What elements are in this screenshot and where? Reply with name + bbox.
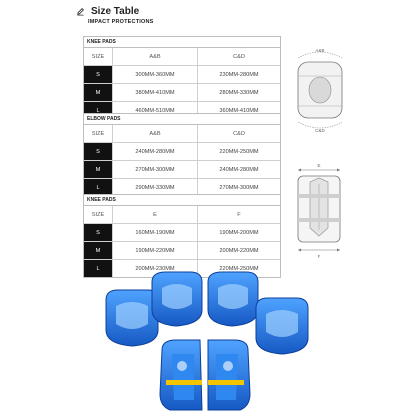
value-cell: 270MM-300MM [219, 184, 259, 191]
size-cell: L [84, 102, 113, 119]
value-cell: 300MM-360MM [113, 66, 198, 83]
page-subtitle: IMPACT PROTECTIONS [88, 19, 154, 25]
size-cell: M [84, 161, 113, 178]
wrist-pads-table [83, 194, 281, 278]
table-header-row [84, 206, 280, 224]
header-cd: C&D [233, 53, 245, 60]
protective-pads-image [96, 268, 316, 413]
table-row [84, 161, 280, 179]
pencil-icon [76, 7, 85, 16]
header-f: F [237, 211, 241, 218]
table-section-title: ELBOW PADS [84, 114, 280, 125]
value-cell: 220MM-250MM [219, 148, 259, 155]
size-cell: L [84, 260, 113, 277]
wrist-guard-left [160, 340, 202, 410]
page-title: Size Table [91, 6, 140, 17]
pad-knee-left [106, 290, 158, 346]
value-cell: 200MM-230MM [113, 260, 198, 277]
value-cell: 270MM-300MM [113, 161, 198, 178]
label-ab: A&B [315, 48, 325, 53]
table-row [84, 66, 280, 84]
value-cell: 190MM-200MM [219, 229, 259, 236]
value-cell: 360MM-410MM [219, 107, 259, 114]
pad-measure-diagram [290, 40, 350, 140]
table-section-title: KNEE PADS [84, 195, 280, 206]
value-cell: 230MM-280MM [219, 71, 259, 78]
header-ab: A&B [113, 125, 198, 142]
table-row [84, 84, 280, 102]
value-cell: 190MM-220MM [113, 242, 198, 259]
wrist-guard-right [208, 340, 250, 410]
label-f: F [317, 254, 321, 259]
value-cell: 240MM-280MM [219, 166, 259, 173]
header-size: SIZE [84, 125, 113, 142]
value-cell: 380MM-410MM [113, 84, 198, 101]
value-cell: 240MM-280MM [113, 143, 198, 160]
label-cd: C&D [315, 128, 325, 133]
value-cell: 220MM-250MM [219, 265, 259, 272]
table-header-row [84, 125, 280, 143]
header-e: E [113, 206, 198, 223]
elbow-pads-table [83, 113, 281, 197]
header-cd: C&D [233, 130, 245, 137]
size-cell: M [84, 84, 113, 101]
size-cell: M [84, 242, 113, 259]
wrist-guard-diagram [286, 158, 352, 262]
header-size: SIZE [84, 48, 113, 65]
knee-pads-table [83, 36, 281, 120]
size-cell: S [84, 66, 113, 83]
table-header-row [84, 48, 280, 66]
value-cell: 200MM-220MM [219, 247, 259, 254]
page-header [76, 6, 154, 25]
value-cell: 290MM-330MM [113, 179, 198, 196]
pad-knee-right [256, 298, 308, 354]
header-size: SIZE [84, 206, 113, 223]
table-row [84, 143, 280, 161]
size-cell: L [84, 179, 113, 196]
value-cell: 160MM-190MM [113, 224, 198, 241]
value-cell: 460MM-510MM [113, 102, 198, 119]
pad-cap-shape [309, 77, 331, 103]
table-row [84, 242, 280, 260]
size-cell: S [84, 224, 113, 241]
label-e: E [317, 163, 321, 168]
table-row [84, 224, 280, 242]
pad-elbow-top-right [208, 272, 258, 326]
table-section-title: KNEE PADS [84, 37, 280, 48]
value-cell: 280MM-330MM [219, 89, 259, 96]
pad-elbow-top-left [152, 272, 202, 326]
title-row [76, 6, 154, 17]
size-cell: S [84, 143, 113, 160]
header-ab: A&B [113, 48, 198, 65]
